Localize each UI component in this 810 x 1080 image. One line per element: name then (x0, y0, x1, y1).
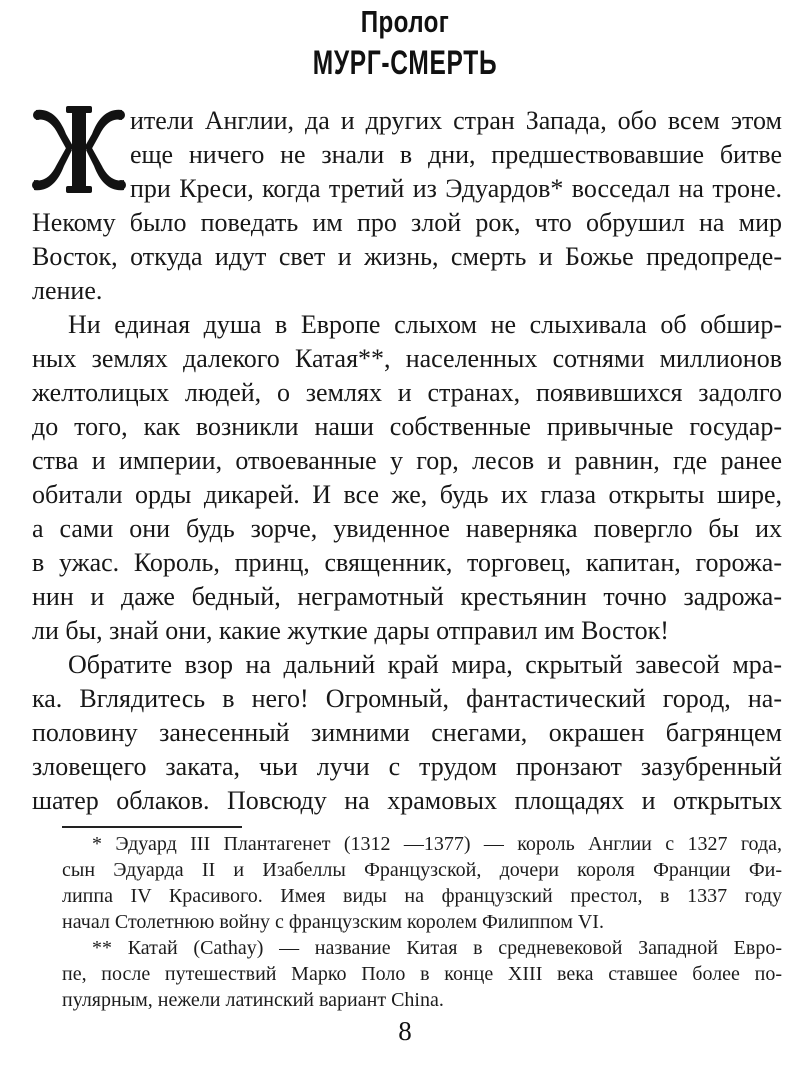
body-line: половину занесенный зимними снегами, окрашен багрянцем (32, 718, 782, 747)
footnote-line: ** Катай (Cathay) — название Китая в средневековой Западной Евро- (92, 937, 782, 959)
chapter-title: МУРГ-СМЕРТЬ (312, 44, 498, 82)
body-line: шатер облаков. Повсюду на храмовых площадях и открытых (32, 786, 782, 815)
body-line: ства и империи, отвоеванные у гор, лесов и равнин, где ранее (32, 446, 782, 475)
drop-cap-letter (30, 104, 128, 196)
footnote-line: пулярным, нежели латинский вариант China. (62, 989, 444, 1011)
footnote-line: липпа IV Красивого. Имея виды на французский престол, в 1337 году (62, 885, 782, 907)
body-line: Обратите взор на дальний край мира, скрытый завесой мра- (68, 650, 782, 679)
footnote-separator (62, 826, 242, 828)
chapter-label: Пролог (360, 4, 450, 39)
footnote-line: пе, после путешествий Марко Поло в конце XIII века ставшее более по- (62, 963, 782, 985)
body-line: в ужас. Король, принц, священник, торговец, капитан, горожа- (32, 548, 782, 577)
body-line: ка. Вглядитесь в него! Огромный, фантастический город, на- (32, 684, 782, 713)
body-line: а сами они будь зорче, увиденное наверняка повергло бы их (32, 514, 782, 543)
body-line: ление. (32, 276, 103, 305)
body-line: Восток, откуда идут свет и жизнь, смерть и Божье предопреде- (32, 242, 782, 271)
body-line: при Креси, когда третий из Эдуардов* восседал на троне. (130, 174, 782, 203)
body-line: зловещего заката, чьи лучи с трудом пронзают зазубренный (32, 752, 782, 781)
body-line: нин и даже бедный, неграмотный крестьянин точно задрожа- (32, 582, 782, 611)
body-line: до того, как возникли наши собственные привычные государ- (32, 412, 782, 441)
body-line: ных землях далекого Катая**, населенных сотнями миллионов (32, 344, 782, 373)
footnote-line: начал Столетнюю войну с французским королем Филиппом VI. (62, 911, 604, 933)
footnote-line: сын Эдуарда II и Изабеллы Французской, дочери короля Франции Фи- (62, 859, 782, 881)
footnote-line: * Эдуард III Плантагенет (1312 —1377) — король Англии с 1327 года, (92, 833, 782, 855)
page-number: 8 (398, 1016, 412, 1046)
body-line: обитали орды дикарей. И все же, будь их глаза открыты шире, (32, 480, 782, 509)
body-line: еще ничего не знали в дни, предшествовавшие битве (130, 140, 782, 169)
body-line: ли бы, знай они, какие жуткие дары отправил им Восток! (32, 616, 669, 645)
body-line: ители Англии, да и других стран Запада, обо всем этом (130, 106, 782, 135)
body-line: желтолицых людей, о землях и странах, появившихся задолго (32, 378, 782, 407)
body-line: Ни единая душа в Европе слыхом не слыхивала об обшир- (68, 310, 782, 339)
body-line: Некому было поведать им про злой рок, что обрушил на мир (32, 208, 782, 237)
